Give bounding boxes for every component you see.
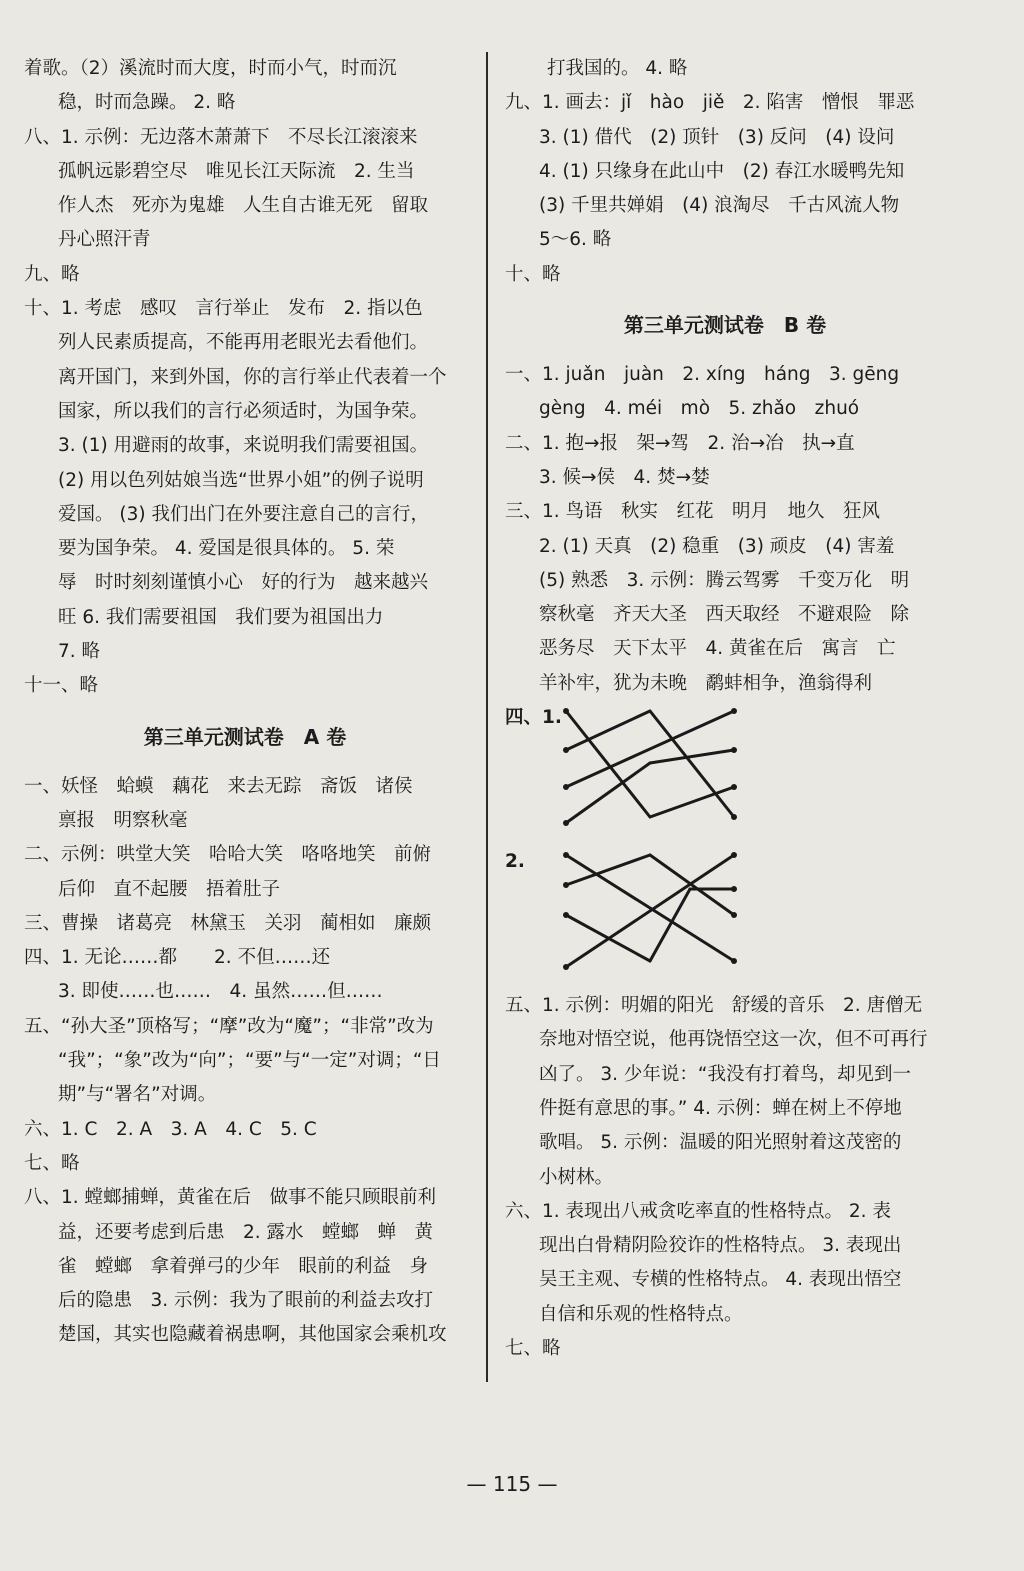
answer-line: 4. (1) 只缘身在此山中 (2) 春江水暖鸭先知 [539,160,905,182]
answer-line: 离开国门，来到外国，你的言行举止代表着一个 [58,366,447,388]
answer-line: 辱 时时刻刻谨慎小心 好的行为 越来越兴 [58,572,429,594]
match-dot [731,852,737,858]
match-dot [563,820,569,826]
answer-line: 孤帆远影碧空尽 唯见长江天际流 2. 生当 [58,160,415,182]
answer-line: 八、1. 螳螂捕蝉，黄雀在后 做事不能只顾眼前利 [24,1187,437,1209]
answer-line: 五、1. 示例：明媚的阳光 舒缓的音乐 2. 唐僧无 [505,995,923,1017]
answer-line: 小树林。 [539,1166,614,1188]
matching-1-lines [560,705,750,835]
answer-line: 作人杰 死亦为鬼雄 人生自古谁无死 留取 [58,195,429,217]
match-dot [731,708,737,714]
answer-line: “我”；“象”改为“向”；“要”与“一定”对调；“日 [58,1050,441,1072]
matching-diagram-1 [505,701,945,845]
answer-line: 3. 即使……也…… 4. 虽然……但…… [58,981,383,1003]
answer-line: (3) 千里共婵娟 (4) 浪淘尽 千古风流人物 [539,195,900,217]
answer-line: 凶了。 3. 少年说：“我没有打着鸟，却见到一 [539,1063,911,1085]
matching-2-label: 2. [505,851,525,873]
answer-line: 丹心照汗青 [58,229,151,251]
answer-line: 十一、略 [24,675,99,697]
answer-line: 三、1. 鸟语 秋实 红花 明月 地久 狂风 [505,501,881,523]
answer-line: 列人民素质提高，不能再用老眼光去看他们。 [58,332,429,354]
answer-line: 后仰 直不起腰 捂着肚子 [58,878,281,900]
answer-line: 禀报 明察秋毫 [58,809,188,831]
match-dot [731,958,737,964]
match-dot [563,784,569,790]
match-line [566,763,650,823]
answer-line: 八、1. 示例：无边落木萧萧下 不尽长江滚滚来 [24,126,418,148]
answer-line: 察秋毫 齐天大圣 西天取经 不避艰险 除 [539,604,910,626]
answer-line: 着歌。（2）溪流时而大度，时而小气，时而沉 [24,58,397,79]
match-dot [563,964,569,970]
answer-line: 奈地对悟空说，他再饶悟空这一次，但不可再行 [539,1029,928,1051]
answer-line: 恶务尽 天下太平 4. 黄雀在后 寓言 亡 [539,638,896,660]
answer-line: 歌唱。 5. 示例：温暖的阳光照射着这茂密的 [539,1132,902,1154]
unit3-test-b-heading: 第三单元测试卷 B 卷 [623,313,827,338]
match-dot [563,708,569,714]
answer-line: 楚国，其实也隐藏着祸患啊，其他国家会乘机攻 [58,1324,447,1346]
answer-line: 九、略 [24,263,80,285]
answer-line: 打我国的。 4. 略 [547,58,688,79]
matching-2-lines [560,849,750,979]
answer-line: 十、略 [505,263,561,285]
matching-diagram-2 [505,845,945,989]
answer-line: 国家，所以我们的言行必须适时，为国争荣。 [58,400,429,422]
page-number: — 115 — [466,1472,558,1496]
answer-line: 六、1. 表现出八戒贪吃率直的性格特点。 2. 表 [505,1200,891,1222]
answer-line: 2. (1) 天真 (2) 稳重 (3) 顽皮 (4) 害羞 [539,535,895,557]
answer-line: 稳，时而急躁。 2. 略 [58,92,236,114]
answer-line: 雀 螳螂 拿着弹弓的少年 眼前的利益 身 [58,1255,429,1277]
answer-line: 七、略 [505,1338,561,1360]
answer-line: (2) 用以色列姑娘当选“世界小姐”的例子说明 [58,469,424,491]
answer-line: 期”与“署名”对调。 [58,1084,217,1106]
match-dot [563,747,569,753]
match-dot [563,882,569,888]
right-section-b [505,358,945,701]
match-dot [731,814,737,820]
match-dot [731,912,737,918]
match-line [566,711,650,750]
match-dot [563,912,569,918]
answer-line: 七、略 [24,1152,80,1174]
unit3-test-a-heading: 第三单元测试卷 A 卷 [143,724,347,749]
answer-line: 要为国争荣。 4. 爱国是很具体的。 5. 荣 [58,538,395,560]
match-dot [731,886,737,892]
page-number-value: 115 [492,1472,532,1496]
answer-line: (5) 熟悉 3. 示例：腾云驾雾 千变万化 明 [539,569,910,591]
answer-line: 一、1. juǎn juàn 2. xíng háng 3. gēng [505,364,900,386]
matching-1-label: 四、1. [505,707,562,729]
left-section-a [24,52,466,704]
match-dot [731,747,737,753]
match-dot [731,784,737,790]
right-column [505,52,945,1366]
answer-line: 十、1. 考虑 感叹 言行举止 发布 2. 指以色 [24,298,423,320]
answer-line: 羊补牢，犹为未晚 鹬蚌相争，渔翁得利 [539,672,873,694]
answer-line: 一、妖怪 蛤蟆 藕花 来去无踪 斋饭 诸侯 [24,775,413,797]
answer-line: 二、1. 抱→报 架→驾 2. 治→冶 执→直 [505,432,855,454]
answer-line: 5～6. 略 [539,229,612,251]
match-line [566,711,650,817]
answer-line: 六、1. C 2. A 3. A 4. C 5. C [24,1118,317,1140]
match-dot [563,852,569,858]
answer-line: 7. 略 [58,641,101,663]
answer-line: 旺 6. 我们需要祖国 我们要为祖国出力 [58,606,384,628]
answer-line: 3. 候→侯 4. 焚→婪 [539,466,710,488]
answer-line: 爱国。 (3) 我们出门在外要注意自己的言行， [58,503,429,525]
answer-line: 自信和乐观的性格特点。 [539,1303,743,1325]
answer-line: 二、示例：哄堂大笑 哈哈大笑 咯咯地笑 前俯 [24,844,432,866]
answer-line: gèng 4. méi mò 5. zhǎo zhuó [539,398,860,420]
answer-line: 吴王主观、专横的性格特点。 4. 表现出悟空 [539,1269,902,1291]
match-line [566,711,734,787]
answer-line: 后的隐患 3. 示例：我为了眼前的利益去攻打 [58,1290,434,1312]
match-line [650,750,734,763]
left-section-b [24,770,466,1353]
answer-line: 3. (1) 用避雨的故事，来说明我们需要祖国。 [58,435,429,457]
answer-line: 九、1. 画去：jǐ hào jiě 2. 陷害 憎恨 罪恶 [505,92,915,114]
answer-line: 3. (1) 借代 (2) 顶针 (3) 反问 (4) 设问 [539,126,895,148]
left-column [24,52,466,1353]
answer-line: 益，还要考虑到后患 2. 露水 螳螂 蝉 黄 [58,1221,434,1243]
answer-line: 四、1. 无论……都 2. 不但……还 [24,947,331,969]
match-line [650,889,690,961]
answer-line: 现出白骨精阴险狡诈的性格特点。 3. 表现出 [539,1235,902,1257]
column-divider [486,52,488,1382]
answer-line: 三、曹操 诸葛亮 林黛玉 关羽 蔺相如 廉颇 [24,912,432,934]
answer-line: 五、“孙大圣”顶格写；“摩”改为“魔”；“非常”改为 [24,1015,434,1037]
answer-line: 件挺有意思的事。” 4. 示例：蝉在树上不停地 [539,1097,902,1119]
right-section-a [505,52,945,292]
right-section-c [505,989,945,1366]
